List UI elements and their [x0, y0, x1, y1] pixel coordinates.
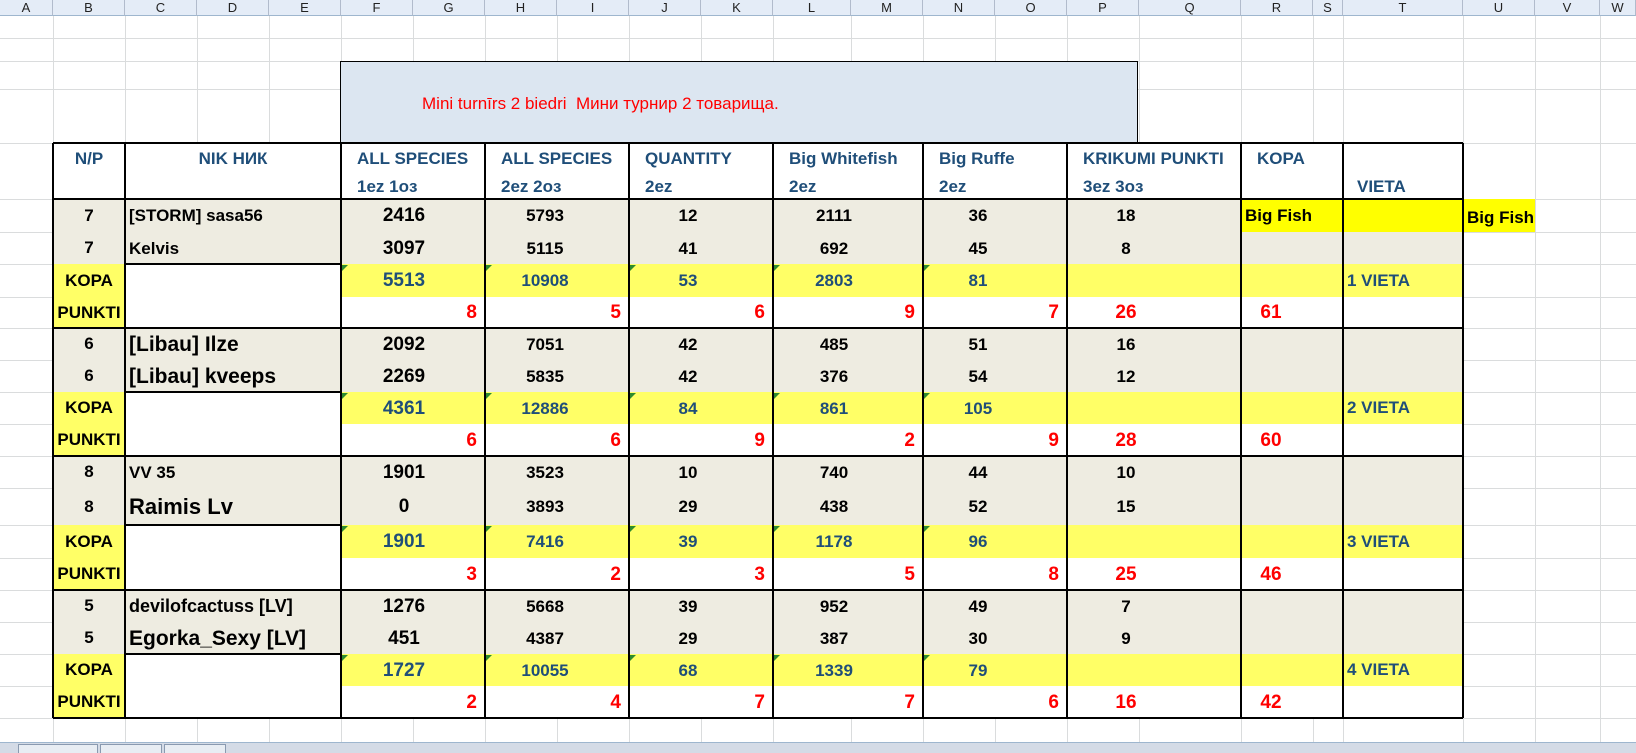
kopa-name-bg	[125, 654, 341, 686]
sheet-tab[interactable]	[164, 744, 226, 753]
kopa-whitefish: 1178	[815, 532, 853, 551]
player-name: Raimis Lv	[129, 493, 233, 519]
table-border	[1462, 143, 1464, 718]
error-indicator	[924, 265, 930, 271]
column-header[interactable]: C	[125, 0, 197, 16]
cell-all2: 7051	[526, 334, 564, 354]
name-border	[125, 524, 341, 526]
cell-whitefish: 485	[819, 334, 849, 354]
table-border	[53, 717, 1463, 719]
header-kopa: KOPA	[1257, 149, 1305, 168]
cell-krikumi: 7	[1121, 596, 1131, 616]
table-border	[340, 143, 342, 718]
cell-all1: 2416	[382, 205, 426, 226]
error-indicator	[774, 393, 780, 399]
punkti-whitefish: 2	[904, 429, 915, 451]
header-krikumi-sub: 3ez 3oз	[1083, 177, 1144, 196]
header-all2: ALL SPECIES	[501, 149, 613, 168]
error-indicator	[630, 655, 636, 661]
bigfish-label: Big Fish	[1245, 206, 1313, 225]
header-all2-sub: 2ez 2oз	[501, 177, 562, 196]
cell-ruffe: 54	[968, 366, 988, 386]
kopa-name-bg	[125, 392, 341, 424]
header-ruffe: Big Ruffe	[939, 149, 1015, 168]
cell-krikumi: 10	[1116, 462, 1136, 482]
header-vieta: VIETA	[1357, 177, 1406, 196]
punkti-qty: 3	[754, 563, 765, 585]
kopa-label: KOPA	[65, 531, 113, 551]
cell-qty: 29	[678, 628, 698, 648]
cell-ruffe: 45	[968, 238, 988, 258]
header-all1: ALL SPECIES	[357, 149, 469, 168]
name-border	[125, 263, 341, 265]
name-border	[125, 653, 341, 655]
error-indicator	[630, 393, 636, 399]
punkti-all2: 5	[610, 302, 621, 323]
kopa-name-bg	[125, 525, 341, 558]
error-indicator	[774, 655, 780, 661]
column-header[interactable]: F	[341, 0, 413, 16]
table-border	[1342, 143, 1344, 718]
cell-qty: 10	[678, 462, 698, 482]
cell-ruffe: 44	[968, 462, 988, 482]
name-border	[125, 391, 341, 393]
cell-whitefish: 952	[819, 596, 849, 616]
table-border	[53, 455, 1463, 457]
column-header[interactable]: Q	[1139, 0, 1241, 16]
cell-qty: 39	[678, 596, 698, 616]
kopa-qty: 68	[678, 660, 698, 680]
row-np: 7	[84, 238, 94, 257]
column-header[interactable]: I	[557, 0, 629, 16]
cell-krikumi: 18	[1116, 206, 1136, 225]
column-header[interactable]: K	[701, 0, 773, 16]
error-indicator	[924, 526, 930, 532]
punkti-label: PUNKTI	[57, 430, 121, 449]
cell-krikumi: 9	[1121, 628, 1131, 648]
row-np: 6	[84, 366, 94, 385]
column-header[interactable]: S	[1313, 0, 1343, 16]
cell-krikumi: 8	[1121, 238, 1131, 258]
cell-all2: 3523	[526, 462, 564, 482]
error-indicator	[342, 526, 348, 532]
row-np: 8	[84, 496, 94, 516]
kopa-all2: 12886	[521, 398, 569, 418]
kopa-all2: 10908	[521, 271, 569, 290]
cell-all2: 5793	[526, 206, 564, 225]
column-header[interactable]: D	[197, 0, 269, 16]
punkti-all2: 6	[610, 429, 621, 451]
cell-all1: 2269	[382, 365, 426, 387]
sheet-title[interactable]: Mini turnīrs 2 biedri Мини турнир 2 товарища.	[422, 94, 779, 113]
header-nik: NIK НИК	[198, 149, 268, 168]
player-name: Kelvis	[129, 238, 180, 258]
error-indicator	[342, 393, 348, 399]
error-indicator	[486, 265, 492, 271]
cell-all2: 5668	[526, 596, 564, 616]
column-header[interactable]: O	[995, 0, 1067, 16]
bigfish-label-u: Big Fish	[1467, 208, 1535, 227]
column-header[interactable]: M	[851, 0, 923, 16]
error-indicator	[486, 655, 492, 661]
kopa-label: KOPA	[65, 398, 113, 417]
kopa-label: KOPA	[65, 660, 113, 679]
player-name: [STORM] sasa56	[129, 206, 263, 225]
punkti-kopa: 61	[1260, 302, 1282, 323]
cell-ruffe: 52	[968, 497, 988, 516]
vieta-value: 2 VIETA	[1347, 398, 1410, 417]
punkti-krikumi: 25	[1115, 563, 1137, 585]
punkti-all1: 8	[466, 302, 477, 323]
row-np: 6	[84, 334, 94, 353]
kopa-all2: 10055	[521, 660, 569, 680]
punkti-krikumi: 26	[1115, 302, 1137, 323]
row-np: 7	[84, 205, 94, 225]
column-header[interactable]: W	[1600, 0, 1636, 16]
error-indicator	[924, 655, 930, 661]
cell-whitefish: 2111	[816, 206, 852, 225]
kopa-all1: 1727	[382, 659, 426, 681]
player-name: Egorka_Sexy [LV]	[129, 626, 307, 650]
header-qty: QUANTITY	[645, 149, 732, 168]
punkti-kopa: 46	[1260, 563, 1282, 585]
header-whitefish-sub: 2ez	[789, 177, 817, 196]
column-header[interactable]: U	[1463, 0, 1535, 16]
punkti-krikumi: 28	[1115, 429, 1137, 451]
cell-all2: 5115	[526, 238, 564, 258]
column-header[interactable]: V	[1535, 0, 1600, 16]
punkti-label: PUNKTI	[57, 302, 121, 322]
kopa-all1: 5513	[382, 270, 426, 291]
punkti-qty: 7	[754, 691, 765, 713]
cell-all1: 2092	[382, 333, 426, 355]
cell-all2: 4387	[526, 628, 564, 648]
punkti-all1: 3	[466, 563, 477, 585]
column-header[interactable]: N	[923, 0, 995, 16]
cell-ruffe: 49	[968, 596, 988, 616]
sheet-tab[interactable]	[100, 744, 162, 753]
punkti-whitefish: 7	[904, 691, 915, 713]
sheet-tab[interactable]	[18, 744, 98, 753]
punkti-kopa: 42	[1260, 691, 1282, 713]
kopa-label: KOPA	[65, 270, 113, 290]
column-header[interactable]: B	[53, 0, 125, 16]
punkti-kopa: 60	[1260, 429, 1282, 451]
column-header[interactable]: R	[1241, 0, 1313, 16]
row-np: 5	[84, 596, 94, 615]
punkti-label: PUNKTI	[57, 692, 121, 711]
punkti-all1: 6	[466, 429, 477, 451]
player-name: devilofcactuss [LV]	[129, 596, 293, 616]
punkti-whitefish: 5	[904, 563, 915, 585]
cell-all1: 0	[398, 496, 410, 517]
header-krikumi: KRIKUMI PUNKTI	[1083, 149, 1224, 168]
cell-whitefish: 387	[819, 628, 849, 648]
punkti-ruffe: 6	[1048, 691, 1059, 713]
error-indicator	[342, 265, 348, 271]
cell-whitefish: 376	[819, 366, 849, 386]
error-indicator	[486, 526, 492, 532]
punkti-label: PUNKTI	[57, 564, 121, 583]
error-indicator	[630, 265, 636, 271]
cell-krikumi: 12	[1116, 366, 1136, 386]
vieta-value: 1 VIETA	[1347, 270, 1410, 290]
cell-whitefish: 740	[819, 462, 849, 482]
cell-all2: 5835	[526, 366, 564, 386]
cell-all1: 1901	[382, 461, 426, 483]
column-header[interactable]: J	[629, 0, 701, 16]
cell-krikumi: 16	[1116, 334, 1136, 354]
cell-qty: 42	[678, 334, 698, 354]
cell-all1: 3097	[382, 237, 426, 259]
header-qty-sub: 2ez	[645, 177, 673, 196]
column-header[interactable]: L	[773, 0, 851, 16]
kopa-ruffe: 105	[963, 398, 993, 418]
sheet-tab-bar	[0, 742, 1636, 753]
punkti-krikumi: 16	[1115, 691, 1137, 713]
column-header[interactable]: G	[413, 0, 485, 16]
punkti-ruffe: 9	[1048, 429, 1059, 451]
error-indicator	[774, 265, 780, 271]
table-border	[53, 327, 1463, 329]
cell-qty: 42	[678, 366, 698, 386]
cell-ruffe: 36	[968, 206, 988, 225]
kopa-all1: 4361	[382, 397, 426, 419]
player-name: [Libau] kveeps	[129, 364, 277, 388]
row-np: 5	[84, 628, 94, 647]
error-indicator	[630, 526, 636, 532]
cell-whitefish: 692	[819, 238, 849, 258]
cell-qty: 12	[678, 206, 698, 225]
kopa-name-bg	[125, 264, 341, 297]
error-indicator	[774, 526, 780, 532]
kopa-ruffe: 81	[968, 271, 988, 290]
cell-krikumi: 15	[1116, 497, 1136, 516]
punkti-qty: 9	[754, 429, 765, 451]
error-indicator	[342, 655, 348, 661]
cell-all1: 1276	[382, 595, 426, 617]
kopa-qty: 53	[678, 271, 698, 290]
gridline	[0, 38, 1636, 39]
error-indicator	[924, 393, 930, 399]
header-all1-sub: 1ez 1oз	[357, 177, 418, 196]
kopa-ruffe: 96	[968, 532, 988, 551]
cell-all1: 451	[388, 627, 420, 649]
cell-qty: 41	[678, 238, 698, 258]
table-border	[53, 589, 1463, 591]
kopa-whitefish: 2803	[815, 271, 853, 290]
punkti-whitefish: 9	[904, 302, 915, 323]
column-header[interactable]: P	[1067, 0, 1139, 16]
column-header[interactable]: T	[1343, 0, 1463, 16]
header-whitefish: Big Whitefish	[789, 149, 898, 168]
player-name: [Libau] Ilze	[129, 332, 239, 356]
row-np: 8	[84, 462, 94, 481]
kopa-whitefish: 861	[819, 398, 849, 418]
punkti-ruffe: 7	[1048, 302, 1059, 323]
punkti-ruffe: 8	[1048, 563, 1059, 585]
header-ruffe-sub: 2ez	[939, 177, 967, 196]
gridline	[1535, 16, 1536, 742]
kopa-qty: 84	[678, 398, 698, 418]
vieta-value: 4 VIETA	[1347, 660, 1410, 679]
cell-ruffe: 30	[968, 628, 988, 648]
cell-qty: 29	[678, 497, 698, 516]
vieta-value: 3 VIETA	[1347, 531, 1410, 551]
cell-ruffe: 51	[968, 334, 988, 354]
column-header[interactable]: H	[485, 0, 557, 16]
punkti-all2: 2	[610, 563, 621, 585]
gridline	[1600, 16, 1601, 742]
column-header[interactable]: A	[0, 0, 53, 16]
kopa-all1: 1901	[382, 531, 426, 552]
kopa-qty: 39	[678, 532, 698, 551]
kopa-ruffe: 79	[968, 660, 988, 680]
cell-all2: 3893	[526, 497, 564, 516]
cell-whitefish: 438	[819, 497, 849, 516]
kopa-whitefish: 1339	[815, 660, 853, 680]
table-border	[53, 198, 1463, 200]
error-indicator	[486, 393, 492, 399]
punkti-qty: 6	[754, 302, 765, 323]
player-name: VV 35	[129, 462, 176, 482]
kopa-all2: 7416	[526, 532, 564, 551]
punkti-all1: 2	[466, 691, 477, 713]
header-np: N/P	[74, 149, 104, 168]
punkti-all2: 4	[610, 691, 621, 713]
column-header[interactable]: E	[269, 0, 341, 16]
